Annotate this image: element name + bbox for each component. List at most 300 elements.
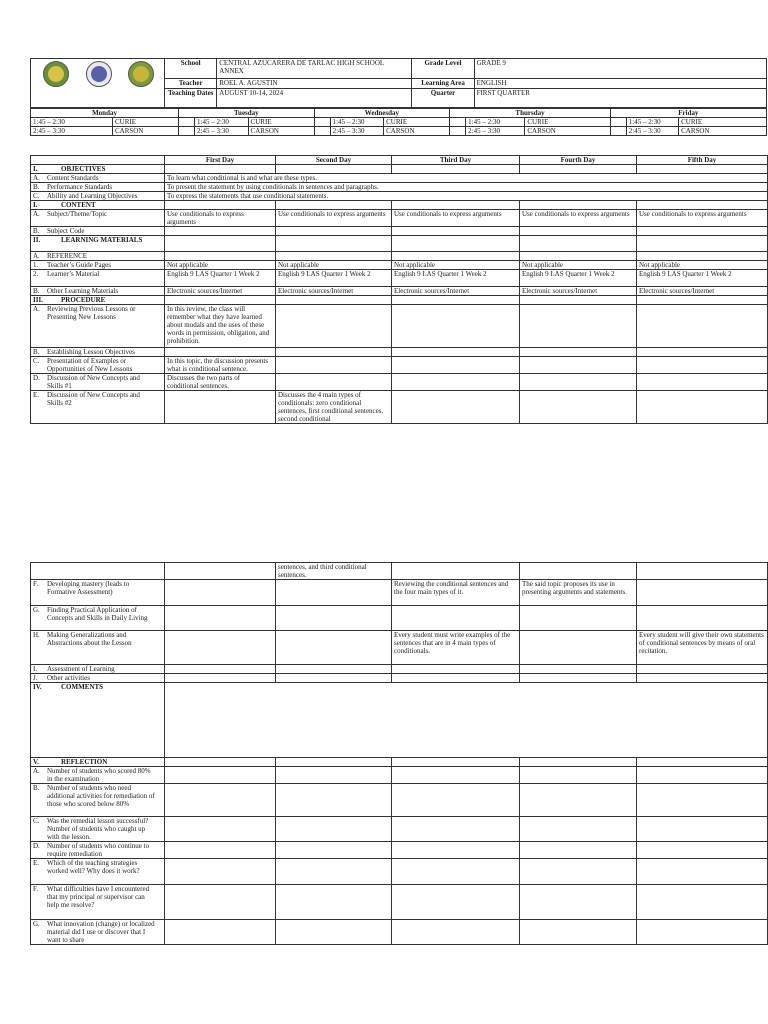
row-number: B. xyxy=(33,784,40,792)
day-cell-1: In this review, the class will remember what they have learned about modals and the uses of these words in permission, obligation, and prohibition. xyxy=(165,305,276,348)
table-row xyxy=(31,183,768,192)
table-row xyxy=(31,665,768,674)
day-cell-2 xyxy=(276,606,392,631)
day-cell-2 xyxy=(276,252,392,261)
row-label xyxy=(31,631,165,665)
row-number: I. xyxy=(33,165,38,173)
row-number: B. xyxy=(33,287,40,295)
row-span-cell: To express the statements that use conditional statements. xyxy=(165,192,768,201)
row-label xyxy=(31,665,165,674)
day-cell-3 xyxy=(392,374,520,391)
day-cell-3 xyxy=(392,674,520,683)
row-span-cell xyxy=(165,683,768,758)
day-cell-4 xyxy=(520,665,637,674)
row-label-text: Which of the teaching strategies worked well? Why does it work? xyxy=(47,859,140,875)
day-cell-4 xyxy=(520,920,637,945)
day-cell-1 xyxy=(165,631,276,665)
schedule-gap xyxy=(314,118,330,127)
day-cell-3: English 9 LAS Quarter 1 Week 2 xyxy=(392,270,520,287)
row-label xyxy=(31,183,165,192)
day-cell-2 xyxy=(276,165,392,174)
day-cell-2: English 9 LAS Quarter 1 Week 2 xyxy=(276,270,392,287)
day-cell-2 xyxy=(276,236,392,252)
row-number: A. xyxy=(33,252,40,260)
row-label xyxy=(31,296,165,305)
day-cell-1: In this topic, the discussion presents what is conditional sentence. xyxy=(165,357,276,374)
day-cell-4 xyxy=(520,767,637,784)
day-cell-1 xyxy=(165,201,276,210)
day-cell-5 xyxy=(637,885,768,920)
table-row xyxy=(31,270,768,287)
day-cell-2 xyxy=(276,201,392,210)
row-label-text: Other Learning Materials xyxy=(47,287,119,295)
row-number: C. xyxy=(33,817,40,825)
day-cell-1 xyxy=(165,227,276,236)
day-cell-5 xyxy=(637,201,768,210)
schedule-time: 2:45 – 3:30 xyxy=(626,127,678,136)
schedule-gap xyxy=(610,118,626,127)
day-cell-4 xyxy=(520,784,637,817)
schedule-section: CURIE xyxy=(384,118,450,127)
schedule-section: CARSON xyxy=(113,127,179,136)
row-label xyxy=(31,270,165,287)
row-label xyxy=(31,252,165,261)
day-cell-4: The said topic proposes its use in presenting arguments and statements. xyxy=(520,580,637,606)
day-cell-1 xyxy=(165,767,276,784)
grade-label: Grade Level xyxy=(412,59,474,79)
day-cell-4 xyxy=(520,236,637,252)
row-label-text: Reviewing Previous Lessons or Presenting New Lessons xyxy=(47,305,136,321)
day-cell-4: Not applicable xyxy=(520,261,637,270)
row-number: F. xyxy=(33,885,39,893)
row-number: 2. xyxy=(33,270,39,278)
row-label xyxy=(31,174,165,183)
row-label-text: CONTENT xyxy=(61,201,96,209)
day-cell-4 xyxy=(520,252,637,261)
schedule-section: CURIE xyxy=(248,118,314,127)
day-cell-5: Not applicable xyxy=(637,261,768,270)
day-cell-1 xyxy=(165,817,276,842)
day-cell-2 xyxy=(276,758,392,767)
day-cell-3: Use conditionals to express arguments xyxy=(392,210,520,227)
column-header-blank xyxy=(31,156,165,165)
day-cell-5 xyxy=(637,305,768,348)
table-row xyxy=(31,631,768,665)
day-cell-3 xyxy=(392,885,520,920)
row-label-text: What innovation (change) or localized material did I use or discover that I want to share xyxy=(47,920,155,944)
column-header-row xyxy=(31,156,768,165)
day-cell-5 xyxy=(637,391,768,424)
day-cell-3 xyxy=(392,606,520,631)
day-cell-5 xyxy=(637,859,768,885)
day-header-thursday: Thursday xyxy=(450,109,611,118)
row-label-text: Discussion of New Concepts and Skills #2 xyxy=(47,391,140,407)
row-label-text: OBJECTIVES xyxy=(61,165,106,173)
row-number: E. xyxy=(33,391,40,399)
schedule-section: CURIE xyxy=(113,118,179,127)
day-header-wednesday: Wednesday xyxy=(314,109,450,118)
day-cell-3 xyxy=(392,227,520,236)
table-row xyxy=(31,391,768,424)
row-label xyxy=(31,165,165,174)
day-cell-4 xyxy=(520,296,637,305)
schedule-time: 1:45 – 2:30 xyxy=(466,118,525,127)
row-label-text: Assessment of Learning xyxy=(47,665,115,673)
header-table xyxy=(30,58,767,108)
schedule-gap xyxy=(179,127,195,136)
schedule-gap xyxy=(450,127,466,136)
row-label-text: Learner’s Material xyxy=(47,270,100,278)
table-row xyxy=(31,674,768,683)
row-number: D. xyxy=(33,374,40,382)
quarter-value: FIRST QUARTER xyxy=(474,89,766,108)
day-cell-3 xyxy=(392,391,520,424)
row-label-text: Number of students who scored 80% in the examination xyxy=(47,767,151,783)
table-row xyxy=(31,767,768,784)
schedule-time: 1:45 – 2:30 xyxy=(626,118,678,127)
row-span-cell: To present the statement by using conditionals in sentences and paragraphs. xyxy=(165,183,768,192)
row-number: A. xyxy=(33,210,40,218)
school-value: CENTRAL AZUCARERA DE TARLAC HIGH SCHOOL ANNEX xyxy=(217,59,412,79)
day-header-monday: Monday xyxy=(31,109,179,118)
day-cell-3 xyxy=(392,252,520,261)
row-label-text: Number of students who need additional activities for remediation of those who scored below 80% xyxy=(47,784,155,808)
day-cell-5 xyxy=(637,606,768,631)
day-cell-2 xyxy=(276,305,392,348)
day-cell-3: Electronic sources/Internet xyxy=(392,287,520,296)
schedule-section: CARSON xyxy=(384,127,450,136)
day-cell-1 xyxy=(165,674,276,683)
row-label-text: Was the remedial lesson successful? Number of students who caught up with the lesson. xyxy=(47,817,149,841)
day-cell-1: English 9 LAS Quarter 1 Week 2 xyxy=(165,270,276,287)
day-cell-3 xyxy=(392,859,520,885)
day-cell-4: Use conditionals to express arguments xyxy=(520,210,637,227)
day-cell-4 xyxy=(520,165,637,174)
row-label xyxy=(31,683,165,758)
school-label: School xyxy=(165,59,217,79)
table-row xyxy=(31,842,768,859)
day-cell-1 xyxy=(165,563,276,580)
row-label-text: Content Standards xyxy=(47,174,99,182)
schedule-time: 2:45 – 3:30 xyxy=(195,127,249,136)
lesson-plan-table-page1 xyxy=(30,155,768,424)
row-number: A. xyxy=(33,305,40,313)
area-label: Learning Area xyxy=(412,79,474,89)
row-span-cell: To learn what conditional is and what are these types. xyxy=(165,174,768,183)
day-header-tuesday: Tuesday xyxy=(179,109,315,118)
row-number: E. xyxy=(33,859,40,867)
day-cell-5 xyxy=(637,665,768,674)
day-cell-3 xyxy=(392,357,520,374)
day-cell-5 xyxy=(637,348,768,357)
day-cell-4: English 9 LAS Quarter 1 Week 2 xyxy=(520,270,637,287)
table-row xyxy=(31,885,768,920)
table-row xyxy=(31,174,768,183)
day-cell-4 xyxy=(520,606,637,631)
column-header-day-1: First Day xyxy=(165,156,276,165)
day-cell-3 xyxy=(392,817,520,842)
day-cell-4 xyxy=(520,631,637,665)
table-row xyxy=(31,287,768,296)
schedule-time: 2:45 – 3:30 xyxy=(466,127,525,136)
day-cell-2: Electronic sources/Internet xyxy=(276,287,392,296)
row-number: II. xyxy=(33,236,41,244)
day-cell-4 xyxy=(520,227,637,236)
table-row xyxy=(31,758,768,767)
day-cell-4 xyxy=(520,758,637,767)
table-row xyxy=(31,227,768,236)
schedule-gap xyxy=(450,118,466,127)
day-cell-2 xyxy=(276,885,392,920)
day-cell-4: Electronic sources/Internet xyxy=(520,287,637,296)
day-cell-5 xyxy=(637,296,768,305)
day-cell-3 xyxy=(392,201,520,210)
day-header-friday: Friday xyxy=(610,109,766,118)
day-cell-5: Use conditionals to express arguments xyxy=(637,210,768,227)
column-header-day-2: Second Day xyxy=(276,156,392,165)
table-row xyxy=(31,165,768,174)
schedule-gap xyxy=(314,127,330,136)
day-cell-5 xyxy=(637,374,768,391)
day-cell-1 xyxy=(165,252,276,261)
row-label-text: Teacher’s Guide Pages xyxy=(47,261,111,269)
day-cell-1: Discusses the two parts of conditional sentences. xyxy=(165,374,276,391)
table-row xyxy=(31,357,768,374)
dates-label: Teaching Dates xyxy=(165,89,217,108)
column-header-day-4: Fourth Day xyxy=(520,156,637,165)
row-number: G. xyxy=(33,920,40,928)
schedule-time: 1:45 – 2:30 xyxy=(31,118,113,127)
row-number: I. xyxy=(33,201,38,209)
row-label-text: REFERENCE xyxy=(47,252,88,260)
day-cell-3 xyxy=(392,920,520,945)
row-label xyxy=(31,201,165,210)
row-label xyxy=(31,767,165,784)
row-number: B. xyxy=(33,348,40,356)
row-number: V. xyxy=(33,758,39,766)
quarter-label: Quarter xyxy=(412,89,474,108)
row-number: A. xyxy=(33,174,40,182)
schedule-gap xyxy=(179,118,195,127)
day-cell-1 xyxy=(165,236,276,252)
schedule-section: CURIE xyxy=(679,118,767,127)
day-cell-2 xyxy=(276,674,392,683)
day-cell-5 xyxy=(637,842,768,859)
day-cell-2: Discusses the 4 main types of conditionals: zero conditional sentences, first conditional sentences, second conditional xyxy=(276,391,392,424)
day-cell-2: sentences, and third conditional sentences. xyxy=(276,563,392,580)
day-cell-2 xyxy=(276,357,392,374)
row-label-text: LEARNING MATERIALS xyxy=(61,236,143,244)
row-label-text: Finding Practical Application of Concepts and Skills in Daily Living xyxy=(47,606,148,622)
row-label xyxy=(31,305,165,348)
day-cell-3 xyxy=(392,665,520,674)
day-cell-4 xyxy=(520,391,637,424)
column-header-day-3: Third Day xyxy=(392,156,520,165)
table-row xyxy=(31,305,768,348)
teacher-label: Teacher xyxy=(165,79,217,89)
day-cell-1 xyxy=(165,665,276,674)
row-number: C. xyxy=(33,357,40,365)
day-cell-1: Electronic sources/Internet xyxy=(165,287,276,296)
day-cell-2 xyxy=(276,784,392,817)
row-label xyxy=(31,348,165,357)
row-label xyxy=(31,210,165,227)
day-cell-4 xyxy=(520,885,637,920)
row-label-text: Subject/Theme/Topic xyxy=(47,210,108,218)
row-label-text: Performance Standards xyxy=(47,183,113,191)
row-label-text: Number of students who continue to require remediation xyxy=(47,842,150,858)
day-cell-1 xyxy=(165,859,276,885)
table-row xyxy=(31,192,768,201)
row-label-text: Presentation of Examples or Opportunities of New Lessons xyxy=(47,357,133,373)
day-cell-2 xyxy=(276,920,392,945)
day-cell-4 xyxy=(520,348,637,357)
table-row xyxy=(31,252,768,261)
day-cell-5 xyxy=(637,674,768,683)
row-label-text: What difficulties have I encountered that my principal or supervisor can help me resolve? xyxy=(47,885,150,909)
row-label xyxy=(31,261,165,270)
table-row xyxy=(31,210,768,227)
schedule-gap xyxy=(610,127,626,136)
schedule-time: 1:45 – 2:30 xyxy=(330,118,384,127)
day-cell-3 xyxy=(392,767,520,784)
day-cell-2 xyxy=(276,227,392,236)
row-number: 1. xyxy=(33,261,39,269)
day-cell-2 xyxy=(276,631,392,665)
table-row xyxy=(31,374,768,391)
day-cell-3 xyxy=(392,236,520,252)
row-label-text: Developing mastery (leads to Formative Assessment) xyxy=(47,580,130,596)
day-cell-3 xyxy=(392,165,520,174)
row-label xyxy=(31,236,165,252)
row-number: III. xyxy=(33,296,43,304)
day-cell-2 xyxy=(276,817,392,842)
day-cell-3: Not applicable xyxy=(392,261,520,270)
day-cell-2: Use conditionals to express arguments xyxy=(276,210,392,227)
day-cell-1 xyxy=(165,348,276,357)
day-cell-5 xyxy=(637,580,768,606)
row-label xyxy=(31,817,165,842)
row-label xyxy=(31,227,165,236)
day-cell-5 xyxy=(637,252,768,261)
day-cell-3 xyxy=(392,758,520,767)
schedule-table xyxy=(30,108,767,136)
schedule-section: CARSON xyxy=(679,127,767,136)
day-cell-2 xyxy=(276,767,392,784)
schedule-section: CARSON xyxy=(248,127,314,136)
day-cell-2 xyxy=(276,665,392,674)
day-cell-5 xyxy=(637,165,768,174)
table-row xyxy=(31,784,768,817)
table-row xyxy=(31,261,768,270)
day-cell-1 xyxy=(165,391,276,424)
table-row xyxy=(31,920,768,945)
day-cell-1: Not applicable xyxy=(165,261,276,270)
day-cell-5 xyxy=(637,563,768,580)
day-cell-4 xyxy=(520,201,637,210)
day-cell-5: Electronic sources/Internet xyxy=(637,287,768,296)
day-cell-1 xyxy=(165,580,276,606)
table-row xyxy=(31,563,768,580)
row-label-text: Subject Code xyxy=(47,227,85,235)
lesson-plan-table-page2 xyxy=(30,562,768,945)
row-label xyxy=(31,192,165,201)
row-label xyxy=(31,580,165,606)
row-label xyxy=(31,374,165,391)
row-number: I. xyxy=(33,665,38,673)
day-cell-1 xyxy=(165,920,276,945)
row-number: IV. xyxy=(33,683,42,691)
day-cell-5 xyxy=(637,236,768,252)
row-label xyxy=(31,784,165,817)
day-cell-4 xyxy=(520,842,637,859)
day-cell-1: Use conditionals to express arguments xyxy=(165,210,276,227)
table-row xyxy=(31,606,768,631)
day-cell-5 xyxy=(637,767,768,784)
row-label-text: Other activities xyxy=(47,674,90,682)
row-label xyxy=(31,391,165,424)
table-row xyxy=(31,201,768,210)
day-cell-3 xyxy=(392,563,520,580)
day-cell-5: Every student will give their own statements of conditional sentences by means of oral recitation. xyxy=(637,631,768,665)
table-row xyxy=(31,817,768,842)
day-cell-5 xyxy=(637,758,768,767)
day-cell-1 xyxy=(165,606,276,631)
row-label-text: Establishing Lesson Objectives xyxy=(47,348,135,356)
day-cell-5 xyxy=(637,817,768,842)
schedule-section: CARSON xyxy=(525,127,610,136)
day-cell-1 xyxy=(165,758,276,767)
row-number: C. xyxy=(33,192,40,200)
day-cell-2: Not applicable xyxy=(276,261,392,270)
row-number: J. xyxy=(33,674,38,682)
day-cell-5 xyxy=(637,784,768,817)
row-label xyxy=(31,842,165,859)
day-cell-1 xyxy=(165,842,276,859)
day-cell-5 xyxy=(637,227,768,236)
row-number: G. xyxy=(33,606,40,614)
day-cell-1 xyxy=(165,885,276,920)
row-number: H. xyxy=(33,631,40,639)
row-number: A. xyxy=(33,767,40,775)
table-row xyxy=(31,296,768,305)
table-row xyxy=(31,859,768,885)
row-label-text: Making Generalizations and Abstractions about the Lesson xyxy=(47,631,132,647)
row-number: F. xyxy=(33,580,39,588)
grade-value: GRADE 9 xyxy=(474,59,766,79)
day-cell-4 xyxy=(520,374,637,391)
day-cell-5 xyxy=(637,920,768,945)
schedule-time: 2:45 – 3:30 xyxy=(31,127,113,136)
teacher-value: ROEL A. AGUSTIN xyxy=(217,79,412,89)
row-label-text: COMMENTS xyxy=(61,683,103,691)
row-label xyxy=(31,920,165,945)
table-row xyxy=(31,348,768,357)
row-label-text: Ability and Learning Objectives xyxy=(47,192,138,200)
row-label-text: Discussion of New Concepts and Skills #1 xyxy=(47,374,140,390)
day-cell-4 xyxy=(520,563,637,580)
row-label xyxy=(31,563,165,580)
day-cell-3: Reviewing the conditional sentences and the four main types of it. xyxy=(392,580,520,606)
day-cell-2 xyxy=(276,859,392,885)
day-cell-5: English 9 LAS Quarter 1 Week 2 xyxy=(637,270,768,287)
day-cell-3 xyxy=(392,305,520,348)
row-label xyxy=(31,885,165,920)
row-label xyxy=(31,674,165,683)
dates-value: AUGUST 10-14, 2024 xyxy=(217,89,412,108)
day-cell-3 xyxy=(392,784,520,817)
day-cell-4 xyxy=(520,817,637,842)
